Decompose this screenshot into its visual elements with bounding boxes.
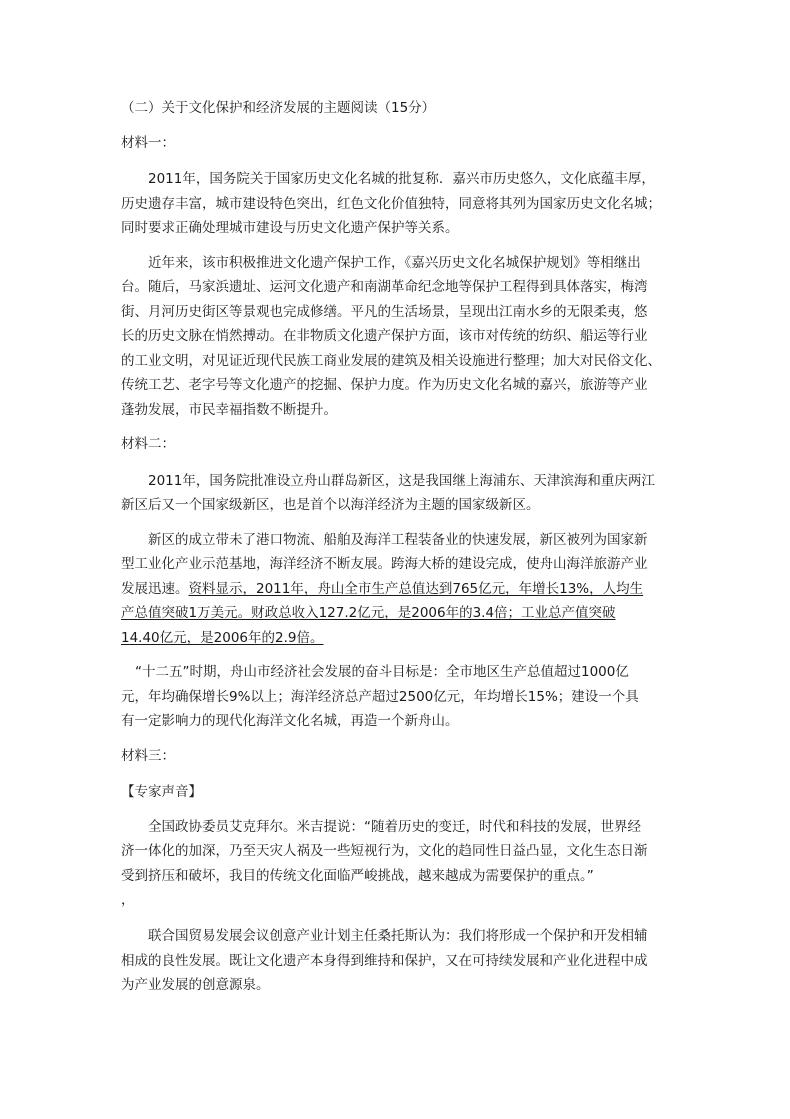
underlined-text: 资料显示，2011年，舟山全市生产总值达到765亿元，年增长13%，人均生 <box>188 580 644 597</box>
material2-paragraph1 <box>121 469 666 518</box>
text-line: 新区后又一个国家级新区，也是首个以海洋经济为主题的国家级新区。 <box>121 497 540 513</box>
text-line: 型工业化产业示范基地，海洋经济不断友展。跨海大桥的建设完成，使舟山海洋旅游产业 <box>121 556 648 572</box>
text-line: 近年来，该市积极推进文化遗产保护工作，《嘉兴历史文化名城保护规划》等相继出 <box>148 254 641 271</box>
text-line: 长的历史文脉在悄然搏动。在非物质文化遗产保护方面，该市对传统的纺织、船运等行业 <box>121 328 648 344</box>
material2-paragraph2 <box>121 528 666 651</box>
text-line <box>121 577 666 602</box>
section-title: （二）关于文化保护和经济发展的主题阅读（15分） <box>121 100 436 116</box>
material2-paragraph3 <box>121 660 666 734</box>
text-line: “十二五”时期，舟山市经济社会发展的奋斗目标是：全市地区生产总值超过1000亿 <box>135 664 629 680</box>
text-line: 台。随后，马家浜遗址、运河文化遗产和南湖革命纪念地等保护工程得到具体落实，梅湾 <box>121 279 648 295</box>
material2-label: 材料二： <box>121 436 175 452</box>
text-line: 街、月河历史街区等景观也完成修缮。平凡的生活场景，呈现出江南水乡的无限柔夷，悠 <box>121 303 648 320</box>
text-line: 历史遗存丰富，城市建设特色突出，红色文化价值独特，同意将其列为国家历史文化名城； <box>121 195 661 212</box>
underlined-text: 产总值突破1万美元。财政总收入127.2亿元，是2006年的3.4倍；工业总产值突破 <box>121 605 616 621</box>
text-line: 传统工艺、老字号等文化遗产的挖掘、保护力度。作为历史文化名城的嘉兴，旅游等产业 <box>121 377 648 393</box>
text-line: 同时要求正确处理城市建设与历史文化遗产保护等关系。 <box>121 220 459 236</box>
text-line: 联合国贸易发展会议创意产业计划主任桑托斯认为：我们将形成一个保护和开发相辅 <box>148 928 648 944</box>
material1-paragraph1 <box>121 167 666 241</box>
document-body <box>121 96 666 1008</box>
text-line: 济一体化的加深，乃至天灾人祸及一些短视行为，文化的趋同性日益凸显，文化生态日渐 <box>121 843 648 859</box>
underlined-text: 14.40亿元，是2006年的2.9倍。 <box>121 629 324 646</box>
text-line: 2011年，国务院批准设立舟山群岛新区，这是我国继上海浦东、天津滨海和重庆两江 <box>148 472 655 489</box>
text-line: 的工业文明，对见证近现代民族工商业发展的建筑及相关设施进行整理；加大对民俗文化、 <box>121 352 661 369</box>
text-line: 蓬勃发展，市民幸福指数不断提升。 <box>121 401 337 418</box>
text-line <box>121 601 666 626</box>
material3-quote2 <box>121 924 666 998</box>
text-line: 新区的成立带未了港口物流、船舶及海洋工程装备业的快速发展，新区被列为国家新 <box>148 531 648 548</box>
text-line: 受到挤压和破坏，我目的传统文化面临严峻挑战，越来越成为需要保护的重点。” <box>121 867 594 884</box>
expert-heading: 【专家声音】 <box>121 784 202 800</box>
material1-label: 材料一： <box>121 134 175 151</box>
text-line: 有一定影响力的现代化海洋文化名城，再造一个新舟山。 <box>121 713 459 729</box>
material1-paragraph2 <box>121 251 666 423</box>
plain-text: 发展迅速。 <box>121 580 189 597</box>
text-line: 全国政协委员艾克拜尔。米吉提说：“随着历史的变迁，时代和科技的发展，世界经 <box>148 818 641 835</box>
material3-quote1 <box>121 815 666 889</box>
material3-label: 材料三： <box>121 747 175 764</box>
text-line: 为产业发展的创意源泉。 <box>121 977 270 993</box>
text-line: 元，年均确保增长9%以上；海洋经济总产超过2500亿元，年均增长15%；建设一个具 <box>121 688 639 705</box>
text-line <box>121 626 666 651</box>
text-line: 相成的良性发展。既让文化遗产本身得到维持和保护，又在可持续发展和产业化进程中成 <box>121 952 648 969</box>
stray-comma: ， <box>121 892 135 908</box>
text-line: 2011年，国务院关于国家历史文化名城的批复称．嘉兴市历史悠久，文化底蕴丰厚， <box>148 171 655 187</box>
